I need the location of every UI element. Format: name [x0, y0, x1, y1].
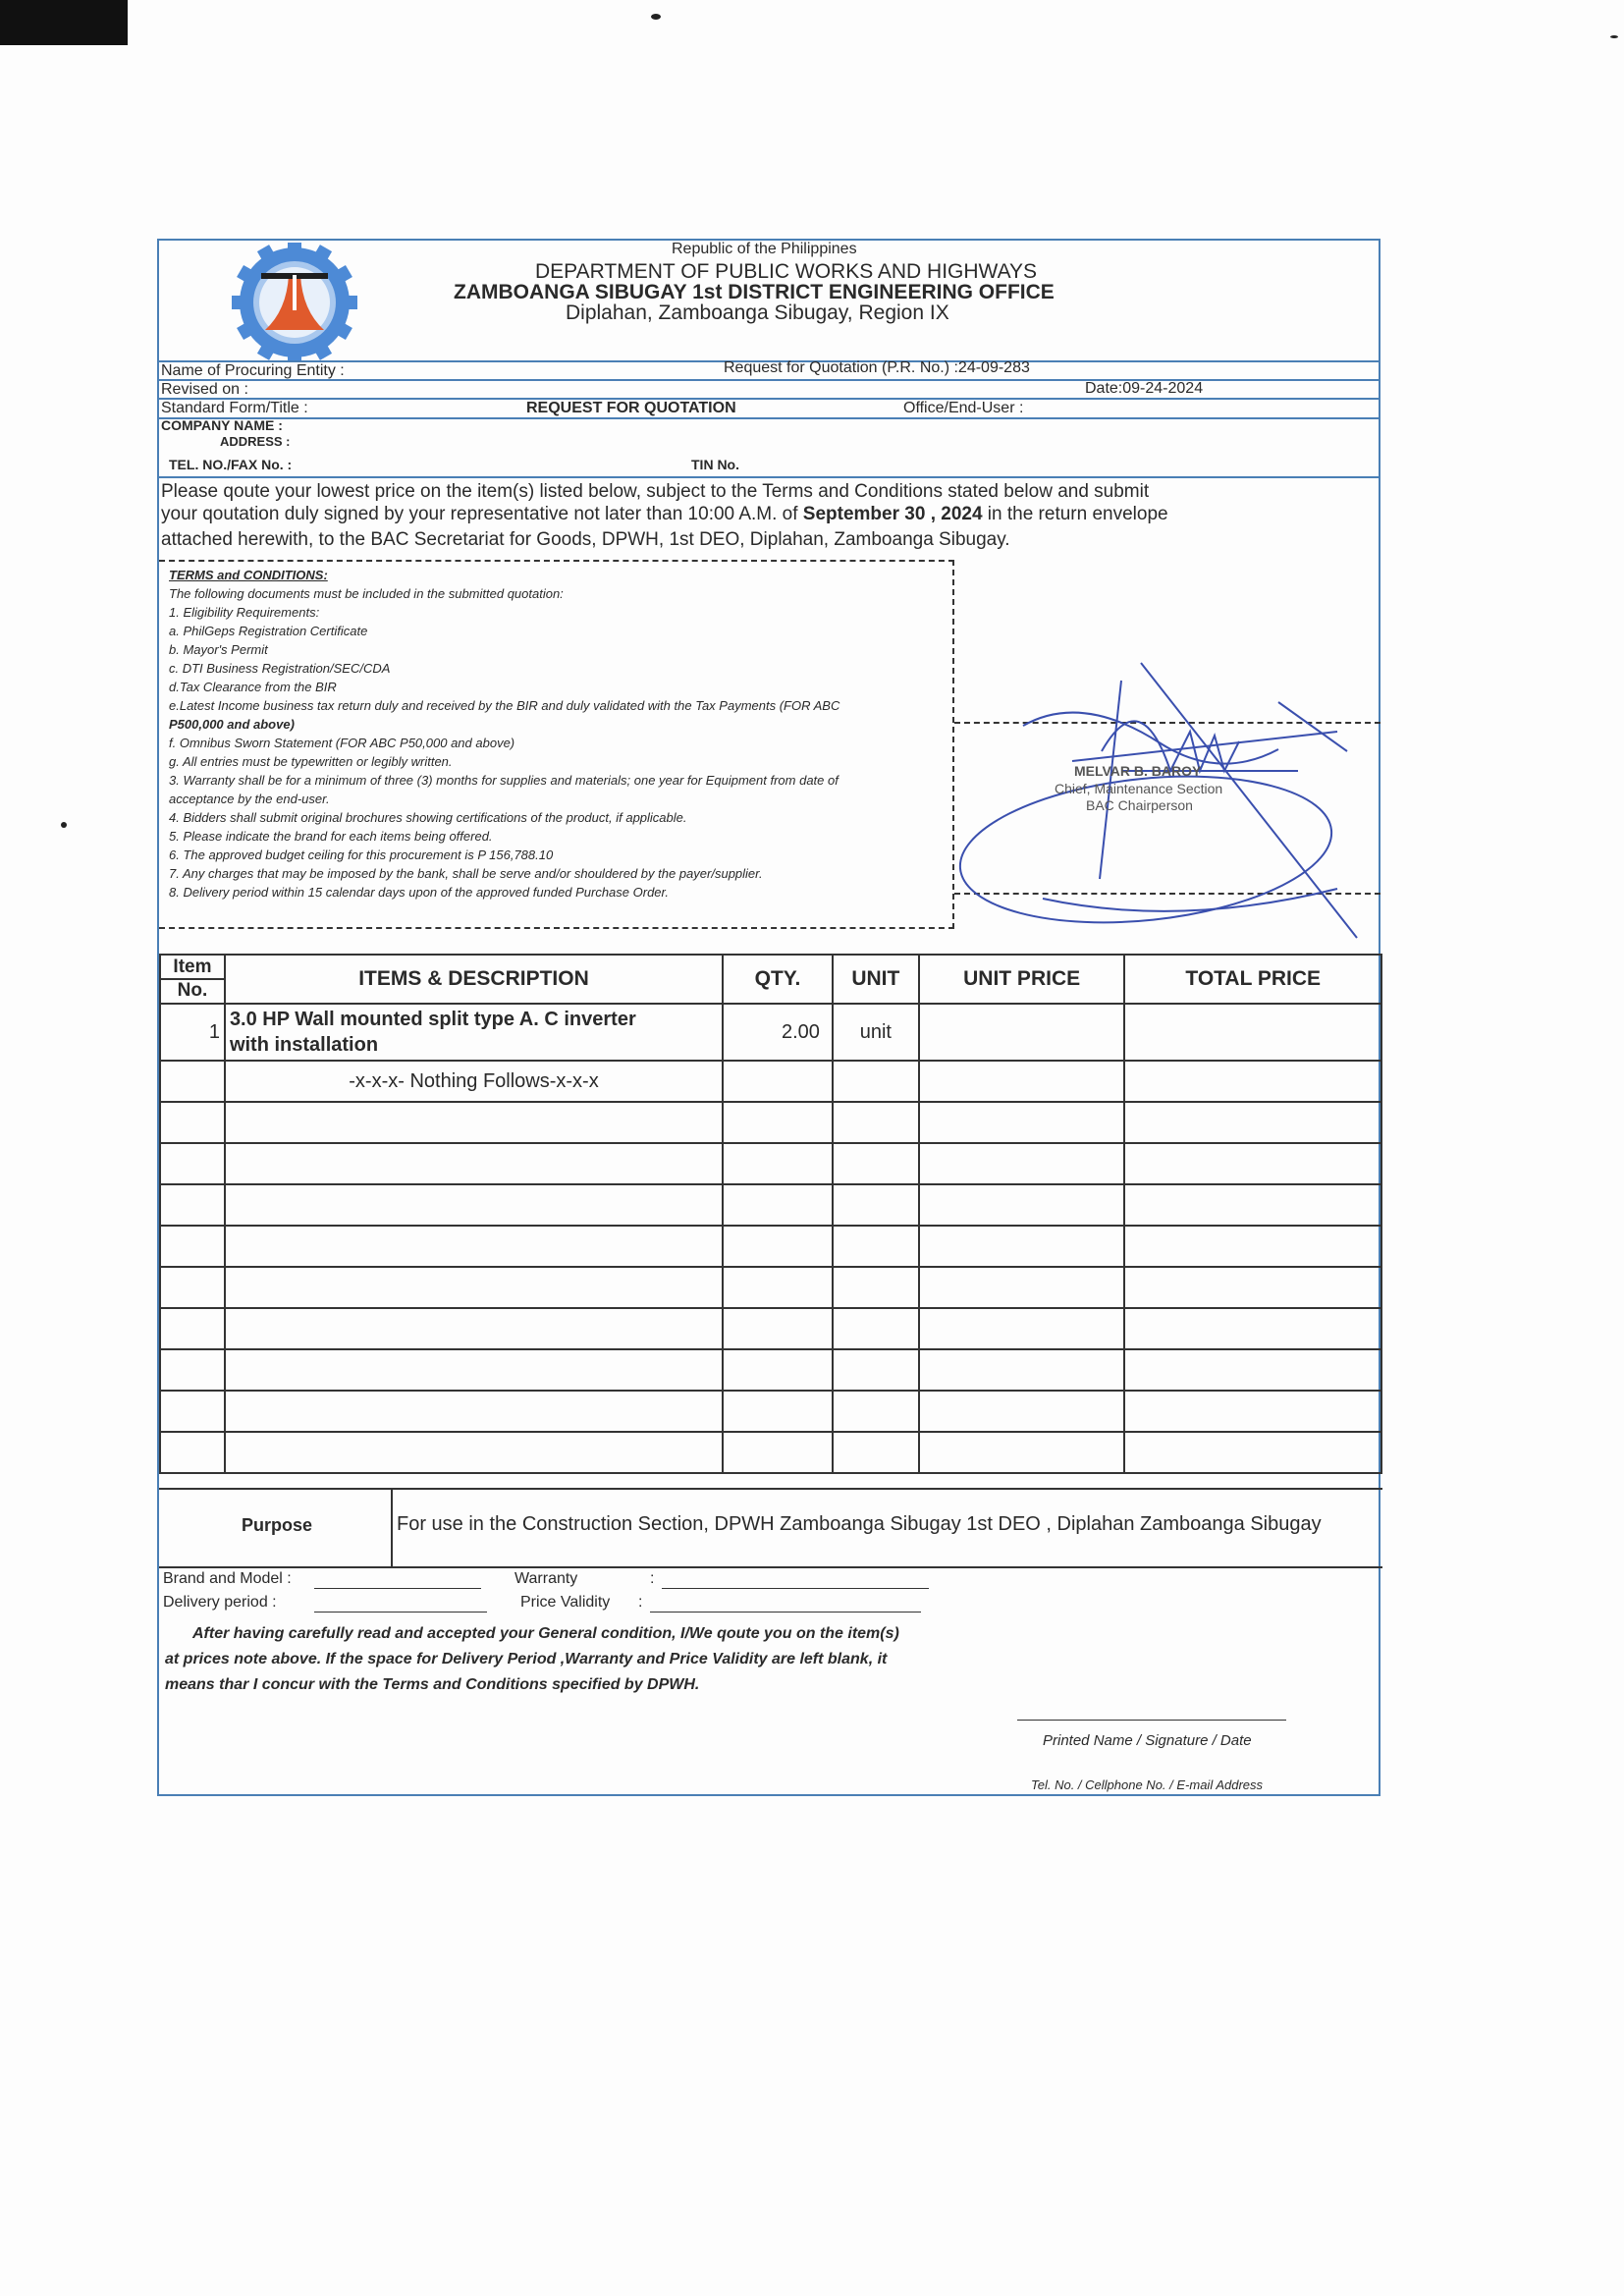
purpose-label: Purpose — [242, 1515, 313, 1535]
item-qty: 2.00 — [723, 1004, 833, 1061]
instruction-line-3: attached herewith, to the BAC Secretariat for Goods, DPWH, 1st DEO, Diplahan, Zamboanga Sibugay. — [161, 529, 1010, 550]
col-qty: QTY. — [723, 955, 833, 1004]
signatory-name: MELVAR B. BAROY — [1074, 763, 1202, 779]
acknowledgement-line-2: at prices note above. If the space for Delivery Period ,Warranty and Price Validity are left blank, it — [165, 1651, 888, 1667]
item-total-price[interactable] — [1124, 1004, 1381, 1061]
instruction-line-2 — [161, 504, 1168, 525]
price-validity-field[interactable] — [650, 1612, 921, 1613]
address-label: ADDRESS : — [220, 434, 291, 449]
terms-line: The following documents must be included in the submitted quotation: — [169, 586, 564, 601]
purpose-row — [159, 1488, 1382, 1568]
instruction-line-2-end: in the return envelope — [982, 504, 1168, 524]
quotation-form — [157, 239, 1380, 1796]
price-validity-colon: : — [638, 1594, 643, 1611]
col-unit-price: UNIT PRICE — [919, 955, 1125, 1004]
scan-speck — [1610, 35, 1618, 38]
instruction-line-2-text: your qoutation duly signed by your representative not later than 10:00 A.M. of — [161, 504, 803, 524]
brand-model-field[interactable] — [314, 1588, 481, 1589]
table-row — [160, 1308, 1381, 1349]
item-unit: unit — [833, 1004, 919, 1061]
terms-line: c. DTI Business Registration/SEC/CDA — [169, 661, 391, 676]
col-item-label: Item — [173, 957, 212, 977]
table-row — [160, 1432, 1381, 1473]
terms-line: 5. Please indicate the brand for each items being offered. — [169, 829, 493, 844]
table-row — [160, 1143, 1381, 1184]
table-row — [160, 1349, 1381, 1391]
item-no: 1 — [160, 1004, 225, 1061]
terms-box — [159, 560, 954, 929]
procuring-entity-label: Name of Procuring Entity : — [161, 362, 345, 379]
signatory-role: BAC Chairperson — [1086, 797, 1193, 813]
warranty-colon: : — [650, 1570, 655, 1587]
warranty-field[interactable] — [662, 1588, 929, 1589]
revised-on-label: Revised on : — [161, 381, 248, 398]
item-description-line-1: 3.0 HP Wall mounted split type A. C inverter — [229, 1009, 636, 1030]
table-row — [160, 1102, 1381, 1143]
standard-form-label: Standard Form/Title : — [161, 400, 308, 416]
terms-line: 7. Any charges that may be imposed by the bank, shall be serve and/or shouldered by the payer/supplier. — [169, 866, 763, 881]
terms-line: d.Tax Clearance from the BIR — [169, 680, 337, 694]
table-row — [160, 1184, 1381, 1226]
col-total-price: TOTAL PRICE — [1124, 955, 1381, 1004]
terms-line: acceptance by the end-user. — [169, 792, 330, 806]
office-end-user-label: Office/End-User : — [903, 400, 1024, 416]
terms-line: P500,000 and above) — [169, 717, 295, 732]
terms-line: 3. Warranty shall be for a minimum of three (3) months for supplies and materials; one year for Equipment from date of — [169, 773, 839, 788]
tel-fax-label: TEL. NO./FAX No. : — [169, 457, 293, 472]
table-row — [160, 1391, 1381, 1432]
col-description: ITEMS & DESCRIPTION — [225, 955, 723, 1004]
terms-line: 4. Bidders shall submit original brochures showing certifications of the product, if applicable. — [169, 810, 687, 825]
signature-caption: Printed Name / Signature / Date — [1043, 1732, 1252, 1749]
nothing-follows: -x-x-x- Nothing Follows-x-x-x — [225, 1061, 723, 1102]
brand-model-label: Brand and Model : — [163, 1570, 292, 1587]
items-table — [159, 954, 1382, 1474]
office-name: ZAMBOANGA SIBUGAY 1st DISTRICT ENGINEERING OFFICE — [454, 281, 1055, 303]
item-unit-price[interactable] — [919, 1004, 1125, 1061]
item-description — [225, 1004, 723, 1061]
table-row — [160, 1267, 1381, 1308]
table-row — [160, 1226, 1381, 1267]
scan-edge-mark — [0, 0, 128, 45]
terms-line: f. Omnibus Sworn Statement (FOR ABC P50,000 and above) — [169, 736, 515, 750]
table-row — [160, 1061, 1381, 1102]
terms-line: 1. Eligibility Requirements: — [169, 605, 320, 620]
form-title: REQUEST FOR QUOTATION — [526, 400, 736, 416]
table-row — [160, 1004, 1381, 1061]
signatory-position: Chief, Maintenance Section — [1055, 781, 1223, 796]
delivery-period-label: Delivery period : — [163, 1594, 277, 1611]
col-no-label: No. — [161, 978, 224, 1002]
republic-line: Republic of the Philippines — [672, 241, 857, 257]
department-name: DEPARTMENT OF PUBLIC WORKS AND HIGHWAYS — [535, 260, 1038, 283]
terms-line: e.Latest Income business tax return duly and received by the BIR and duly validated with the Tax Payments (FOR ABC — [169, 698, 840, 713]
terms-title: TERMS and CONDITIONS: — [169, 568, 328, 582]
contact-caption: Tel. No. / Cellphone No. / E-mail Address — [1031, 1777, 1264, 1792]
signature-line[interactable] — [1017, 1720, 1286, 1721]
terms-line: b. Mayor's Permit — [169, 642, 268, 657]
deadline-date: September 30 , 2024 — [802, 504, 983, 524]
instruction-line-1: Please qoute your lowest price on the item(s) listed below, subject to the Terms and Conditions stated below and submit — [161, 481, 1150, 502]
tin-label: TIN No. — [691, 457, 739, 472]
terms-line: a. PhilGeps Registration Certificate — [169, 624, 368, 638]
scan-speck — [651, 14, 661, 20]
scan-speck — [61, 822, 67, 828]
dpwh-logo — [226, 243, 363, 362]
col-unit: UNIT — [833, 955, 919, 1004]
price-validity-label: Price Validity — [520, 1594, 611, 1611]
delivery-period-field[interactable] — [314, 1612, 487, 1613]
rfq-date: Date:09-24-2024 — [1085, 380, 1204, 397]
rfq-number: Request for Quotation (P.R. No.) :24-09-283 — [724, 359, 1030, 376]
col-item-no — [160, 955, 225, 1004]
item-description-line-2: with installation — [229, 1034, 379, 1056]
table-header-row — [160, 955, 1381, 1004]
warranty-label: Warranty — [514, 1570, 578, 1587]
company-name-label: COMPANY NAME : — [161, 417, 283, 433]
office-address: Diplahan, Zamboanga Sibugay, Region IX — [566, 301, 949, 324]
terms-line: g. All entries must be typewritten or legibly written. — [169, 754, 453, 769]
terms-line: 6. The approved budget ceiling for this procurement is P 156,788.10 — [169, 847, 554, 862]
acknowledgement-line-3: means thar I concur with the Terms and Conditions specified by DPWH. — [165, 1676, 700, 1693]
terms-line: 8. Delivery period within 15 calendar days upon of the approved funded Purchase Order. — [169, 885, 669, 900]
acknowledgement-line-1: After having carefully read and accepted your General condition, I/We qoute you on the item(s) — [192, 1625, 899, 1642]
purpose-text: For use in the Construction Section, DPWH Zamboanga Sibugay 1st DEO , Diplahan Zamboanga Sibugay — [397, 1513, 1322, 1535]
